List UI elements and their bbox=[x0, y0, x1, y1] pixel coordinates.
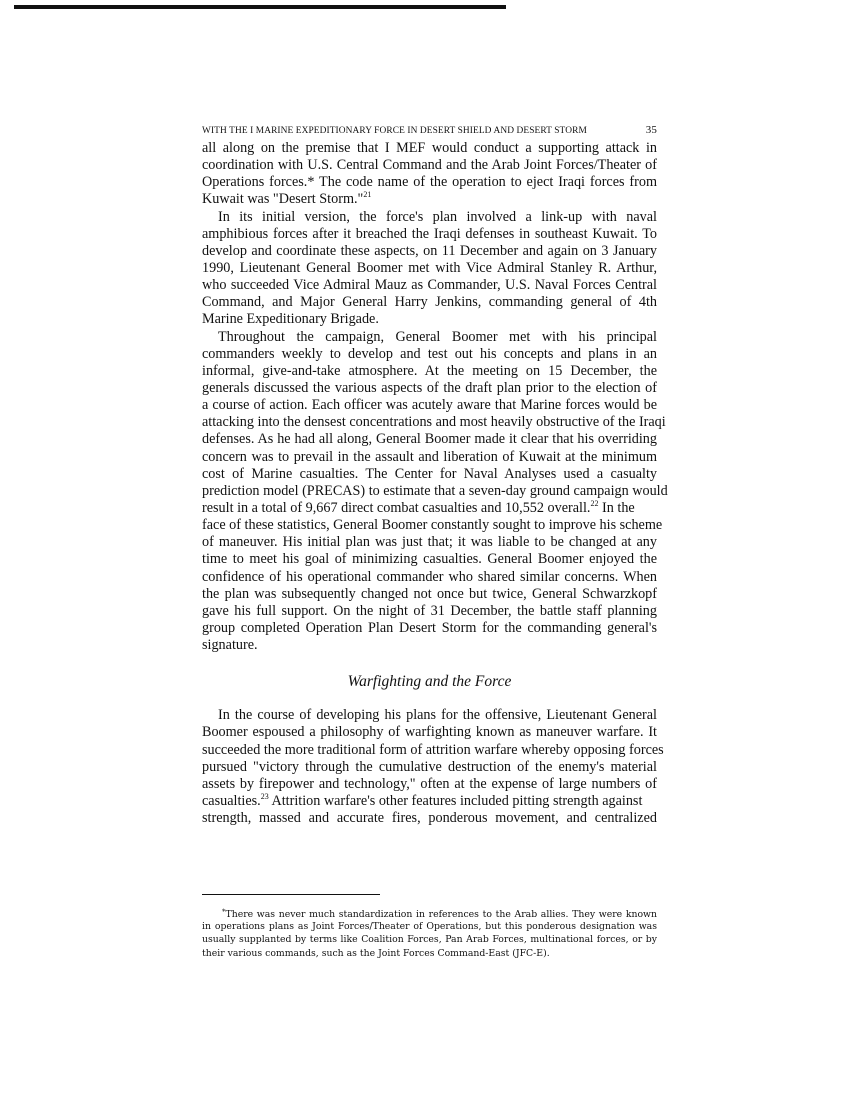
text-line: amphibious forces after it breached the Iraqi defenses in southeast Kuwait. To bbox=[202, 225, 657, 242]
text-line: develop and coordinate these aspects, on 11 December and again on 3 January bbox=[202, 242, 657, 259]
text-line: signature. bbox=[202, 637, 258, 654]
text-line: In the course of developing his plans for the offensive, Lieutenant General bbox=[218, 707, 657, 724]
text-line: the plan was subsequently changed not once but twice, General Schwarzkopf bbox=[202, 585, 657, 602]
text-line: Boomer espoused a philosophy of warfighting known as maneuver warfare. It bbox=[202, 724, 657, 741]
text-line: a course of action. Each officer was acutely aware that Marine forces would be bbox=[202, 397, 657, 414]
scan-top-edge-rule bbox=[14, 5, 506, 9]
text-line: generals discussed the various aspects of the draft plan prior to the election of bbox=[202, 379, 657, 396]
text-line-content: In its initial version, the force's plan involved a link-up with naval bbox=[218, 208, 657, 225]
endnote-ref: 21 bbox=[363, 190, 372, 200]
text-line: gave his full support. On the night of 31 December, the battle staff planning bbox=[202, 602, 657, 619]
endnote-ref: 23 bbox=[260, 791, 269, 801]
paragraph bbox=[202, 140, 657, 209]
text-line bbox=[202, 793, 657, 810]
text-line: concern was to prevail in the assault and liberation of Kuwait at the minimum bbox=[202, 448, 657, 465]
section-heading: Warfighting and the Force bbox=[347, 673, 512, 691]
text-line-content: Kuwait was "Desert Storm." bbox=[202, 191, 364, 208]
text-line-content: In the bbox=[598, 499, 635, 516]
footnote-text: There was never much standardization in references to the Arab allies. They were known bbox=[225, 909, 657, 920]
text-line: commanders weekly to develop and test out his concepts and plans in an bbox=[202, 345, 657, 362]
paragraph bbox=[202, 328, 668, 655]
text-line: prediction model (PRECAS) to estimate that a seven-day ground campaign would bbox=[202, 482, 668, 499]
text-line: who succeeded Vice Admiral Mauz as Commander, U.S. Naval Forces Central bbox=[202, 277, 657, 294]
text-line: assets by firepower and technology," often at the expense of large numbers of bbox=[202, 775, 657, 792]
footnote-separator bbox=[202, 894, 380, 895]
paragraph bbox=[202, 209, 657, 329]
footnote-line: usually supplanted by terms like Coalition Forces, Pan Arab Forces, multinational forces, or by bbox=[202, 934, 657, 945]
text-line: 1990, Lieutenant General Boomer met with Vice Admiral Stanley R. Arthur, bbox=[202, 259, 657, 276]
text-line: strength, massed and accurate fires, ponderous movement, and centralized bbox=[202, 810, 657, 827]
text-line: pursued "victory through the cumulative destruction of the enemy's material bbox=[202, 758, 657, 775]
text-line: confidence of his operational commander who shared similar concerns. When bbox=[202, 568, 657, 585]
text-line-content: casualties. bbox=[202, 792, 261, 809]
footnote-marker: * bbox=[222, 908, 226, 916]
running-head bbox=[202, 120, 657, 140]
footnotes bbox=[202, 906, 657, 960]
text-line-content: Attrition warfare's other features included pitting strength against bbox=[268, 792, 643, 809]
text-line: group completed Operation Plan Desert Storm for the commanding general's bbox=[202, 619, 657, 636]
text-line: Marine Expeditionary Brigade. bbox=[202, 311, 379, 328]
endnote-ref: 22 bbox=[590, 498, 599, 508]
text-line: succeeded the more traditional form of attrition warfare whereby opposing forces bbox=[202, 741, 664, 758]
text-line: coordination with U.S. Central Command and the Arab Joint Forces/Theater of bbox=[202, 157, 657, 174]
paragraph bbox=[202, 707, 664, 827]
text-line: of maneuver. His initial plan was just that; it was liable to be changed at any bbox=[202, 534, 657, 551]
running-title: WITH THE I MARINE EXPEDITIONARY FORCE IN DESERT SHIELD AND DESERT STORM bbox=[202, 126, 587, 136]
page-number: 35 bbox=[645, 124, 657, 136]
footnote-line: in operations plans as Joint Forces/Theater of Operations, but this ponderous designation was bbox=[202, 920, 657, 932]
page-column bbox=[202, 120, 668, 827]
text-line: defenses. As he had all along, General Boomer made it clear that his overriding bbox=[202, 431, 657, 448]
body-text bbox=[202, 140, 668, 827]
text-line: all along on the premise that I MEF would conduct a supporting attack in bbox=[202, 140, 657, 156]
text-line: cost of Marine casualties. The Center for Naval Analyses used a casualty bbox=[202, 465, 657, 482]
text-line: Throughout the campaign, General Boomer met with his principal bbox=[218, 328, 657, 345]
text-line bbox=[202, 209, 657, 226]
text-line: informal, give-and-take atmosphere. At the meeting on 15 December, the bbox=[202, 362, 657, 379]
footnote-line: their various commands, such as the Joint Forces Command-East (JFC-E). bbox=[202, 947, 550, 959]
text-line: Command, and Major General Harry Jenkins, commanding general of 4th bbox=[202, 294, 657, 311]
text-line bbox=[202, 500, 657, 517]
text-line: face of these statistics, General Boomer constantly sought to improve his scheme bbox=[202, 517, 663, 534]
text-line bbox=[202, 191, 657, 208]
text-line: Operations forces.* The code name of the operation to eject Iraqi forces from bbox=[202, 174, 657, 191]
footnote-line bbox=[202, 906, 657, 920]
text-line: attacking into the densest concentrations and most heavily obstructive of the Iraqi bbox=[202, 414, 666, 431]
text-line-content: result in a total of 9,667 direct combat casualties and 10,552 overall. bbox=[202, 499, 591, 516]
text-line: time to meet his goal of minimizing casualties. General Boomer enjoyed the bbox=[202, 551, 657, 568]
